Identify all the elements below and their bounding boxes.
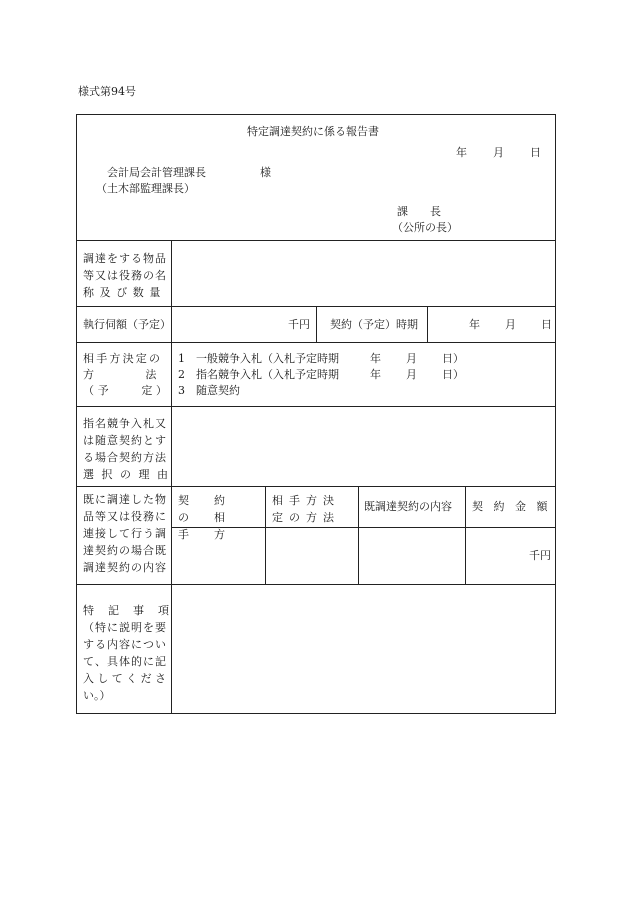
option-3-text: 随意契約 — [196, 384, 240, 397]
notes-label-line-3: す る 内 容 に つ い — [83, 638, 166, 651]
existing-label-line-1: 既 に 調 達 し た 物 — [83, 493, 166, 506]
method-option-2 — [178, 369, 464, 380]
method-option-3 — [178, 385, 240, 396]
option-2-month: 月 — [406, 368, 417, 381]
reason-label — [83, 415, 176, 483]
existing-label-line-2: 品 等 又 は 役 務 に — [83, 510, 166, 523]
existing-label-line-3: 連 接 し て 行 う 調 — [83, 527, 166, 540]
form-number: 様式第94号 — [78, 85, 136, 98]
procurement-label — [83, 250, 166, 301]
option-1-month: 月 — [406, 352, 417, 365]
col-existing-content: 既調達契約の内容 — [364, 500, 452, 513]
notes-label-line-6: い。） — [83, 689, 111, 702]
contract-time-label: 契約（予定）時期 — [330, 318, 418, 331]
notes-label-line-1: 特記事項 — [83, 604, 183, 617]
reason-label-line-3: る 場 合 契 約 方 法 — [83, 451, 166, 464]
reason-label-line-1: 指 名 競 争 入 札 又 — [83, 417, 166, 430]
col-decision-method: 相手方決定の方法 — [272, 494, 340, 524]
option-3-num: 3 — [178, 384, 185, 397]
notes-label-line-2: （ 特 に 説 明 を 要 — [83, 621, 166, 634]
procurement-label-line-2: 等 又 は 役 務 の 名 — [83, 269, 166, 282]
budget-label: 執行伺額（予定） — [83, 318, 171, 331]
reason-label-line-2: は 随 意 契 約 と す — [83, 434, 166, 447]
method-label-line-1: 相手方決定の — [83, 352, 163, 365]
notes-label-line-4: て 、 具 体 的 に 記 — [83, 655, 166, 668]
method-option-1 — [178, 353, 464, 364]
notes-label-line-5: 入 し て く だ さ — [83, 672, 166, 685]
addressee-honorific: 様 — [260, 166, 271, 179]
method-label-line-3: （予 定） — [83, 384, 171, 397]
method-label-line-2: 方 法 — [83, 368, 161, 381]
notes-label — [83, 602, 183, 704]
option-2-day: 日） — [442, 368, 464, 381]
reason-label-line-4: 選択の理由 — [83, 468, 176, 481]
amount-unit: 千円 — [529, 549, 551, 562]
sender-subtitle: （公所の長） — [392, 221, 458, 234]
date-month: 月 — [493, 146, 504, 159]
procurement-label-line-1: 調 達 を す る 物 品 — [83, 252, 166, 265]
col-contract-amount: 契約金額 — [472, 500, 558, 513]
option-1-year: 年 — [370, 352, 381, 365]
addressee-alt: （土木部監理課長） — [96, 182, 195, 195]
procurement-label-line-3: 称及び数量 — [83, 286, 166, 299]
contract-year: 年 — [469, 318, 480, 331]
existing-label-line-4: 達 契 約 の 場 合 既 — [83, 544, 166, 557]
sender-title: 課 長 — [397, 205, 441, 218]
contract-day: 日 — [541, 318, 552, 331]
budget-unit: 千円 — [288, 318, 310, 331]
contract-month: 月 — [505, 318, 516, 331]
option-1-num: 1 — [178, 352, 185, 365]
option-1-day: 日） — [442, 352, 464, 365]
option-2-text: 指名競争入札（入札予定時期 — [196, 368, 339, 381]
form-title: 特定調達契約に係る報告書 — [247, 125, 379, 138]
addressee-title: 会計局会計管理課長 — [107, 166, 206, 179]
option-1-text: 一般競争入札（入札予定時期 — [196, 352, 339, 365]
col-counterparty: 契約の相手方 — [178, 494, 250, 541]
date-day: 日 — [530, 146, 541, 159]
option-2-num: 2 — [178, 368, 185, 381]
existing-label — [83, 491, 166, 576]
existing-label-line-5: 調 達 契 約 の 内 容 — [83, 561, 166, 574]
option-2-year: 年 — [370, 368, 381, 381]
date-year: 年 — [456, 146, 467, 159]
